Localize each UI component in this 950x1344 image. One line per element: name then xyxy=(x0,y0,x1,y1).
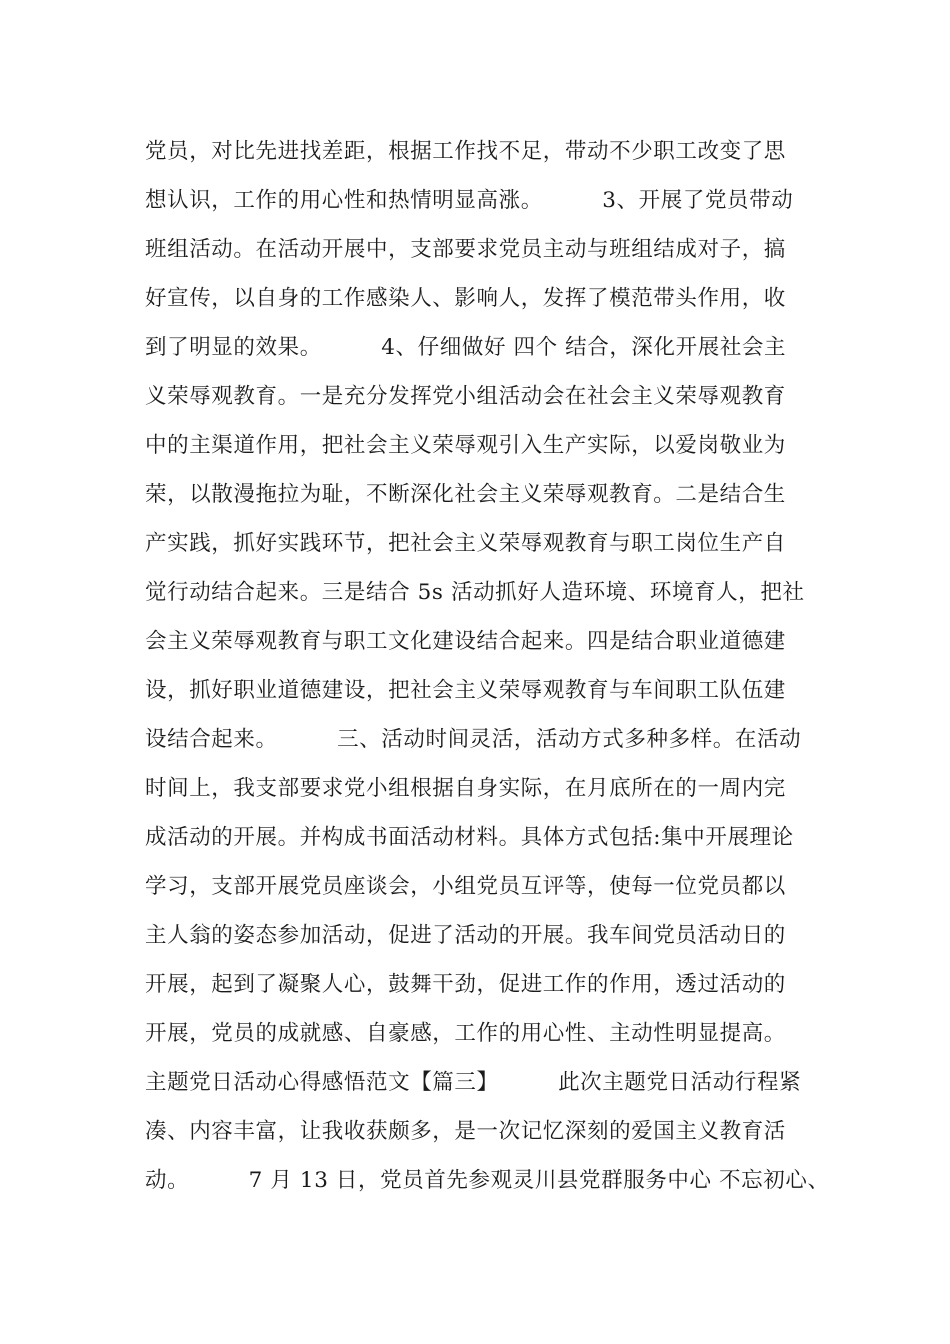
text-line: 动。 7 月 13 日，党员首先参观灵川县党群服务中心 不忘初心、 xyxy=(145,1168,830,1193)
text-line: 荣，以散漫拖拉为耻，不断深化社会主义荣辱观教育。二是结合生 xyxy=(145,482,786,507)
text-line: 会主义荣辱观教育与职工文化建设结合起来。四是结合职业道德建 xyxy=(145,629,786,654)
text-line: 开展，起到了凝聚人心，鼓舞干劲，促进工作的作用，透过活动的 xyxy=(145,972,786,997)
text-line: 中的主渠道作用，把社会主义荣辱观引入生产实际，以爱岗敬业为 xyxy=(145,433,786,458)
text-line: 觉行动结合起来。三是结合 5s 活动抓好人造环境、环境育人，把社 xyxy=(145,580,805,605)
text-line: 设，抓好职业道德建设，把社会主义荣辱观教育与车间职工队伍建 xyxy=(145,678,786,703)
text-line: 义荣辱观教育。一是充分发挥党小组活动会在社会主义荣辱观教育 xyxy=(145,384,786,409)
text-line: 凑、内容丰富，让我收获颇多，是一次记忆深刻的爱国主义教育活 xyxy=(145,1119,786,1144)
text-line: 产实践，抓好实践环节，把社会主义荣辱观教育与职工岗位生产自 xyxy=(145,531,786,556)
text-line: 到了明显的效果。 4、仔细做好 四个 结合，深化开展社会主 xyxy=(145,335,787,360)
text-line: 主题党日活动心得感悟范文【篇三】 此次主题党日活动行程紧 xyxy=(145,1070,802,1095)
text-line: 主人翁的姿态参加活动，促进了活动的开展。我车间党员活动日的 xyxy=(145,923,786,948)
text-line: 党员，对比先进找差距，根据工作找不足，带动不少职工改变了思 xyxy=(145,139,786,164)
text-line: 成活动的开展。并构成书面活动材料。具体方式包括:集中开展理论 xyxy=(145,825,794,850)
text-line: 学习，支部开展党员座谈会，小组党员互评等，使每一位党员都以 xyxy=(145,874,786,899)
text-line: 想认识，工作的用心性和热情明显高涨。 3、开展了党员带动 xyxy=(145,188,794,213)
text-line: 好宣传，以自身的工作感染人、影响人，发挥了模范带头作用，收 xyxy=(145,286,786,311)
text-line: 时间上，我支部要求党小组根据自身实际，在月底所在的一周内完 xyxy=(145,776,786,801)
text-line: 开展，党员的成就感、自豪感，工作的用心性、主动性明显提高。 xyxy=(145,1021,786,1046)
text-line: 设结合起来。 三、活动时间灵活，活动方式多种多样。在活动 xyxy=(145,727,802,752)
text-line: 班组活动。在活动开展中，支部要求党员主动与班组结成对子，搞 xyxy=(145,237,786,262)
